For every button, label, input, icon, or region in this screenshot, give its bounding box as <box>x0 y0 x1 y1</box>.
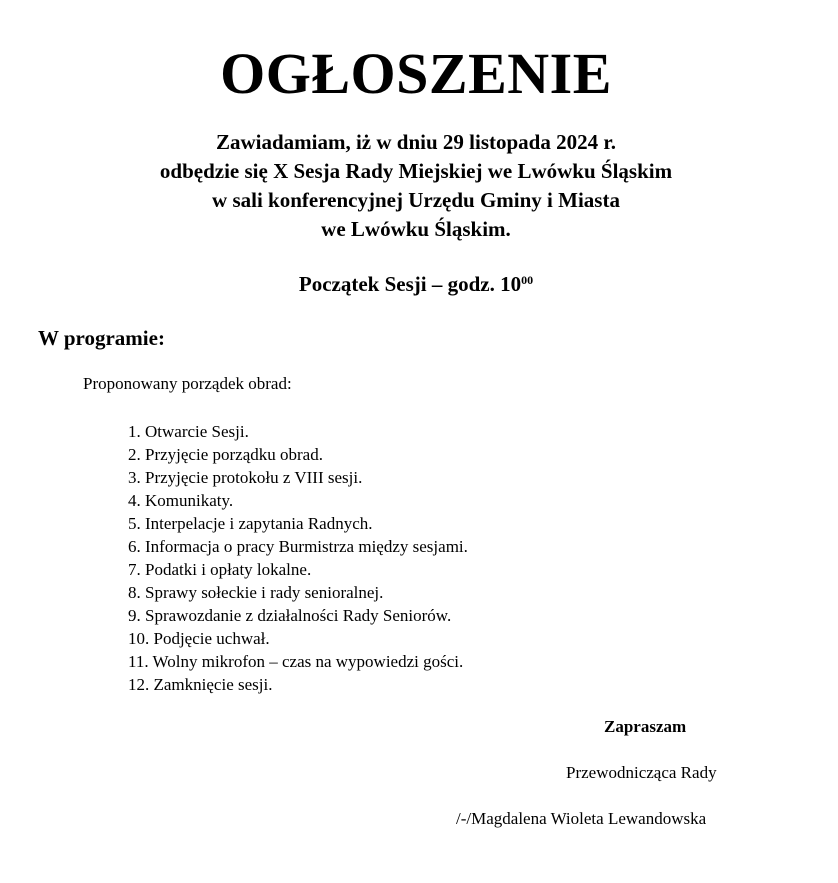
session-start-minutes: 00 <box>521 273 534 287</box>
intro-line: w sali konferencyjnej Urzędu Gminy i Miasta <box>212 188 620 212</box>
agenda-item: 3. Przyjęcie protokołu z VIII sesji. <box>128 468 363 487</box>
intro-line: odbędzie się X Sesja Rady Miejskiej we Lwówku Śląskim <box>159 159 673 183</box>
agenda-item: 5. Interpelacje i zapytania Radnych. <box>128 514 373 533</box>
program-heading: W programie: <box>38 326 165 350</box>
agenda-list <box>128 420 468 696</box>
agenda-item: 7. Podatki i opłaty lokalne. <box>128 560 312 579</box>
signer-name: /-/Magdalena Wioleta Lewandowska <box>456 809 707 828</box>
proposed-agenda-label: Proponowany porządek obrad: <box>83 374 292 393</box>
agenda-item: 9. Sprawozdanie z działalności Rady Seniorów. <box>128 606 452 625</box>
agenda-item: 8. Sprawy sołeckie i rady senioralnej. <box>128 583 384 602</box>
session-start-time <box>0 270 832 298</box>
agenda-item: 10. Podjęcie uchwał. <box>128 629 270 648</box>
agenda-item: 2. Przyjęcie porządku obrad. <box>128 445 323 464</box>
agenda-item: 1. Otwarcie Sesji. <box>128 422 249 441</box>
agenda-item: 4. Komunikaty. <box>128 491 234 510</box>
announcement-intro <box>0 128 832 244</box>
agenda-item: 6. Informacja o pracy Burmistrza między sesjami. <box>128 537 468 556</box>
closing-invite: Zapraszam <box>604 717 687 736</box>
intro-line: Zawiadamiam, iż w dniu 29 listopada 2024 r. <box>215 130 617 154</box>
session-start-text: Początek Sesji – godz. 10 <box>298 272 522 296</box>
page-title: OGŁOSZENIE <box>220 41 612 106</box>
agenda-item: 12. Zamknięcie sesji. <box>128 675 273 694</box>
intro-line: we Lwówku Śląskim. <box>321 217 511 241</box>
agenda-item: 11. Wolny mikrofon – czas na wypowiedzi gości. <box>128 652 464 671</box>
signer-role: Przewodnicząca Rady <box>566 763 717 782</box>
